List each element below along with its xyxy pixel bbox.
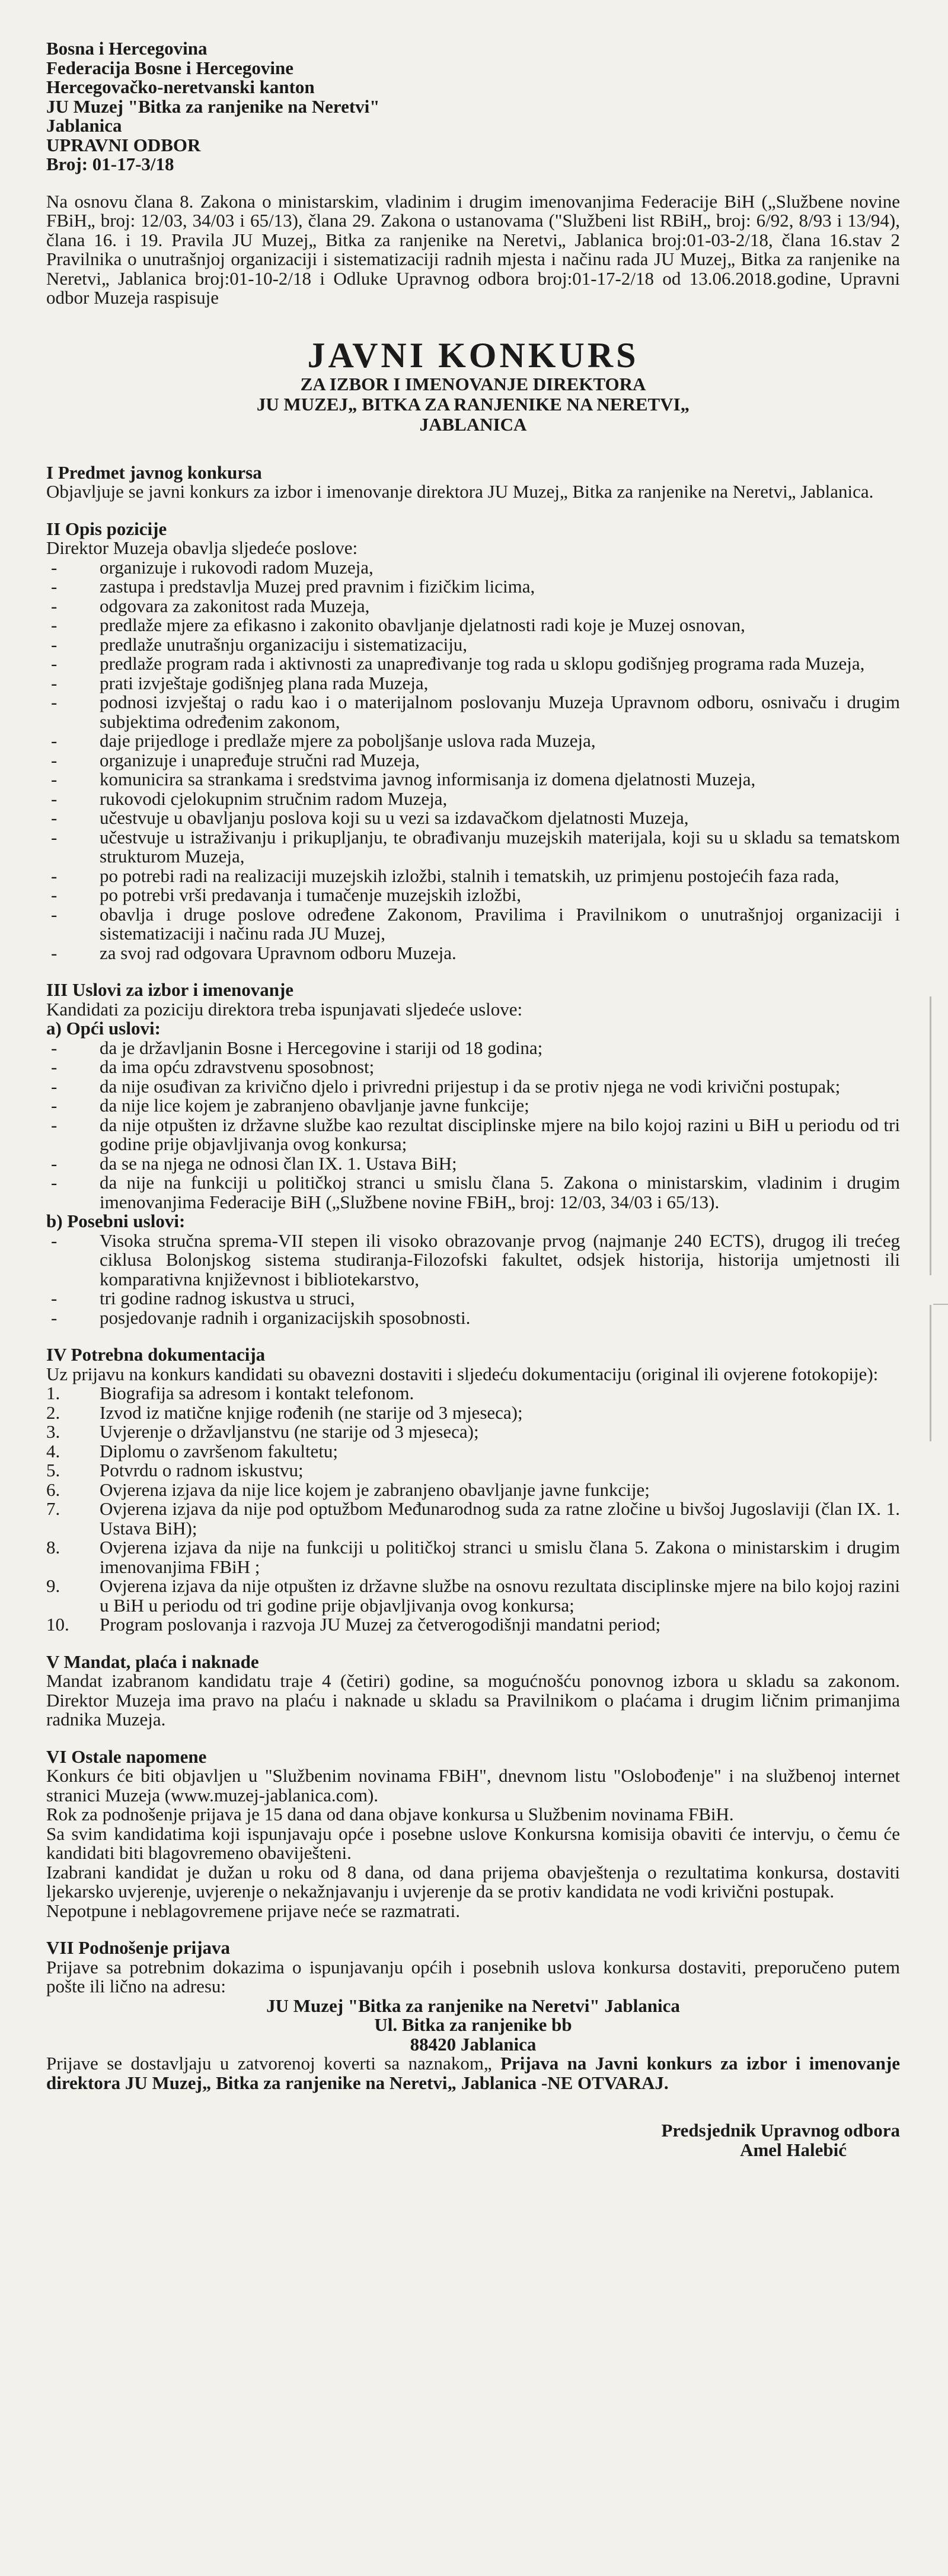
item-number: 2.	[46, 1402, 60, 1423]
item-text: Ovjerena izjava da nije lice kojem je zabranjeno obavljanje javne funkcije;	[100, 1479, 650, 1500]
subtitle-line: JU MUZEJ„ BITKA ZA RANJENIKE NA NERETVI„	[256, 393, 690, 415]
list-item: - predlaže unutrašnju organizaciju i sistematizaciju,	[46, 635, 900, 655]
column-rule	[930, 1305, 931, 1441]
section-text: Prijave sa potrebnim dokazima o ispunjavanju općih i posebnih uslova konkursa dostaviti, preporučeno putem pošte ili lično na adresu:	[46, 1956, 900, 1997]
signature-role: Predsjednik Upravnog odbora	[661, 2120, 900, 2141]
subsection-heading: a) Opći uslovi:	[46, 1018, 161, 1039]
list-item	[46, 1422, 900, 1442]
item-text: Potvrdu o radnom iskustvu;	[100, 1460, 304, 1480]
section-text: Nepotpune i neblagovremene prijave neće se razmatrati.	[46, 1900, 461, 1921]
section-heading: VI Ostale napomene	[46, 1746, 207, 1767]
list-item	[46, 1615, 900, 1635]
list-item: - odgovara za zakonitost rada Muzeja,	[46, 597, 900, 616]
subtitle-line: JABLANICA	[419, 413, 527, 435]
section-lead: Uz prijavu na konkurs kandidati su obavezni dostaviti i sljedeću dokumentaciju (original ili ovjerene fotokopije):	[46, 1363, 879, 1384]
list-item: - organizuje i unapređuje stručni rad Muzeja,	[46, 751, 900, 770]
list-item: - obavlja i druge poslove određene Zakonom, Pravilima i Pravilnikom o unutrašnjoj organizaciji i sistematizaciji i načinu rada JU Muzej,	[46, 905, 900, 944]
list-item: - tri godine radnog iskustva u struci,	[46, 1289, 900, 1308]
section-heading: IV Potrebna dokumentacija	[46, 1344, 266, 1365]
list-item: - učestvuje u obavljanju poslova koji su u vezi sa izdavačkom djelatnosti Muzeja,	[46, 808, 900, 828]
item-text: Biografija sa adresom i kontakt telefonom.	[100, 1383, 414, 1403]
subtitle-line: ZA IZBOR I IMENOVANJE DIREKTORA	[300, 373, 646, 394]
address-line: Ul. Bitka za ranjenike bb	[374, 2014, 572, 2035]
list-item: - prati izvještaje godišnjeg plana rada Muzeja,	[46, 674, 900, 693]
column-rule	[933, 1304, 948, 1305]
list-item: - po potrebi vrši predavanja i tumačenje muzejskih izložbi,	[46, 886, 900, 905]
list-item	[46, 1538, 900, 1577]
list-item: - Visoka stručna sprema-VII stepen ili visoko obrazovanje prvog (najmanje 240 ECTS), drugog ili trećeg ciklusa Bolonjskog sistema studiranja-Filozofski fakultet, odsjek historija, historija umjetnosti ili komparativna književnost i bibliotekarstvo,	[46, 1231, 900, 1289]
list-item: - da nije lice kojem je zabranjeno obavljanje javne funkcije;	[46, 1096, 900, 1116]
item-text: Ovjerena izjava da nije pod optužbom Međunarodnog suda za ratne zločine u bivšoj Jugoslaviji (član IX. 1. Ustava BiH);	[100, 1498, 900, 1539]
item-text: Uvjerenje o državljanstvu (ne starije od 3 mjeseca);	[100, 1421, 479, 1442]
item-number: 3.	[46, 1421, 60, 1442]
list-item	[46, 1461, 900, 1480]
section-heading: V Mandat, plaća i naknade	[46, 1651, 259, 1672]
list-item	[46, 1480, 900, 1500]
list-item	[46, 1403, 900, 1423]
item-text: Ovjerena izjava da nije otpušten iz državne službe na osnovu rezultata disciplinske mjere na bilo kojoj razini u BiH u periodu od tri godine prije objavljivanja ovog konkursa;	[100, 1575, 900, 1616]
header-line: Bosna i Hercegovina	[46, 38, 208, 59]
list-item: - da se na njega ne odnosi član IX. 1. Ustava BiH;	[46, 1154, 900, 1174]
section-heading: III Uslovi za izbor i imenovanje	[46, 979, 294, 1000]
list-item: - daje prijedloge i predlaže mjere za poboljšanje uslova rada Muzeja,	[46, 731, 900, 751]
list-item	[46, 1577, 900, 1615]
section-heading: VII Podnošenje prijava	[46, 1937, 231, 1958]
documents-list	[46, 1384, 900, 1635]
header-line: JU Muzej "Bitka za ranjenike na Neretvi"	[46, 95, 380, 117]
item-text: Diplomu o završenom fakultetu;	[100, 1440, 339, 1461]
envelope-note-lead: Prijave se dostavljaju u zatvorenoj koverti sa naznakom„	[46, 2053, 501, 2074]
list-item: - zastupa i predstavlja Muzej pred pravnim i fizičkim licima,	[46, 577, 900, 597]
list-item: - za svoj rad odgovara Upravnom odboru Muzeja.	[46, 944, 900, 963]
header-line: Jablanica	[46, 115, 122, 136]
list-item: - podnosi izvještaj o radu kao i o materijalnom poslovanju Muzeja Upravnom odboru, osnivaču i drugim subjektima određenim zakonom,	[46, 693, 900, 731]
signature-name: Amel Halebić	[740, 2139, 847, 2160]
item-number: 10.	[46, 1614, 69, 1635]
address-line: JU Muzej "Bitka za ranjenike na Neretvi" Jablanica	[266, 1995, 680, 2016]
item-text: Ovjerena izjava da nije na funkciji u političkoj stranci u smislu člana 5. Zakona o ministarskim i drugim imenovanjima FBiH ;	[100, 1537, 900, 1577]
list-item: - organizuje i rukovodi radom Muzeja,	[46, 558, 900, 578]
item-number: 1.	[46, 1383, 60, 1403]
column-rule	[930, 996, 931, 1275]
list-item: - predlaže mjere za efikasno i zakonito obavljanje djelatnosti radi koje je Muzej osnovan,	[46, 616, 900, 635]
item-number: 5.	[46, 1460, 60, 1480]
list-item: - da nije osuđivan za krivično djelo i privredni prijestup i da se protiv njega ne vodi krivični postupak;	[46, 1077, 900, 1097]
duties-list	[46, 558, 900, 963]
general-conditions-list	[46, 1039, 900, 1212]
list-item: - rukovodi cjelokupnim stručnim radom Muzeja,	[46, 789, 900, 809]
special-conditions-list	[46, 1231, 900, 1328]
item-text: Izvod iz matične knjige rođenih (ne starije od 3 mjeseca);	[100, 1402, 523, 1423]
list-item: - da nije na funkciji u političkoj stranci u smislu člana 5. Zakona o ministarskim, vladinim i drugim imenovanjima Federacije BiH („Službene novine FBiH„ broj: 12/03, 34/03 i 65/13).	[46, 1173, 900, 1212]
header-block	[46, 39, 900, 174]
list-item: - da nije otpušten iz državne službe kao rezultat disciplinske mjere na bilo kojoj razini u BiH u periodu od tri godine prije objavljivanja ovog konkursa;	[46, 1116, 900, 1154]
envelope-note	[46, 2054, 900, 2093]
section-lead: Direktor Muzeja obavlja sljedeće poslove:	[46, 537, 358, 558]
announcement	[46, 39, 900, 2160]
section-text: Izabrani kandidat je dužan u roku od 8 dana, od dana prijema obavještenja o rezultatima konkursa, dostaviti ljekarsko uvjerenje, uvjerenje o nekažnjavanju i uvjerenje da se protiv kandidata ne vodi krivični postupak.	[46, 1861, 900, 1902]
section-heading: I Predmet javnog konkursa	[46, 461, 262, 483]
list-item	[46, 1442, 900, 1461]
section-text: Mandat izabranom kandidatu traje 4 (četiri) godine, sa mogućnošću ponovnog izbora u skladu sa zakonom. Direktor Muzeja ima pravo na plaću i naknade u skladu sa Pravilnikom o plaćama i drugim ličnim primanjima radnika Muzeja.	[46, 1670, 900, 1730]
document-number: Broj: 01-17-3/18	[46, 154, 174, 174]
header-line: Federacija Bosne i Hercegovine	[46, 57, 293, 78]
intro-paragraph: Na osnovu člana 8. Zakona o ministarskim, vladinim i drugim imenovanjima Federacije BiH („Službene novine FBiH„ broj: 12/03, 34/03 i 65/13), člana 29. Zakona o ustanovama ("Službeni list RBiH„ broj: 6/92, 8/93 i 13/94), člana 16. i 19. Pravila JU Muzej„ Bitka za ranjenike na Neretvi„ Jablanica broj:01-03-2/18, člana 16.stav 2 Pravilnika o unutrašnjoj organizaciji i sistematizaciji radnih mjesta i načinu rada JU Muzej„ Bitka za ranjenike na Neretvi„ Jablanica broj:01-10-2/18 i Odluke Upravnog odbora broj:01-17-2/18 od 13.06.2018.godine, Upravni odbor Muzeja raspisuje	[46, 190, 900, 308]
list-item: - da ima opću zdravstvenu sposobnost;	[46, 1058, 900, 1077]
section-text: Konkurs će biti objavljen u "Službenim novinama FBiH", dnevnom listu "Oslobođenje" i na službenoj internet stranici Muzeja (www.muzej-jablanica.com).	[46, 1765, 900, 1806]
list-item	[46, 1384, 900, 1403]
item-number: 8.	[46, 1537, 60, 1558]
section-heading: II Opis pozicije	[46, 518, 167, 539]
list-item: - predlaže program rada i aktivnosti za unapređivanje tog rada u sklopu godišnjeg programa rada Muzeja,	[46, 654, 900, 674]
list-item: - učestvuje u istraživanju i prikupljanju, te obrađivanju muzejskih materijala, koji su u skladu sa tematskom strukturom Muzeja,	[46, 828, 900, 867]
list-item: - posjedovanje radnih i organizacijskih sposobnosti.	[46, 1308, 900, 1328]
item-number: 9.	[46, 1575, 60, 1596]
address-line: 88420 Jablanica	[410, 2033, 537, 2055]
list-item: - po potrebi radi na realizaciji muzejskih izložbi, stalnih i tematskih, uz primjenu postojećih faza rada,	[46, 867, 900, 886]
list-item: - da je državljanin Bosne i Hercegovine i stariji od 18 godina;	[46, 1039, 900, 1058]
item-number: 7.	[46, 1498, 60, 1519]
section-text: Sa svim kandidatima koji ispunjavaju opće i posebne uslove Konkursna komisija obaviti će intervju, o čemu će kandidati biti blagovremeno obaviješteni.	[46, 1823, 900, 1863]
envelope-note-marking: Prijava na Javni konkurs za izbor i imenovanje direktora JU Muzej„ Bitka za ranjenike na Neretvi„ Jablanica -NE OTVARAJ.	[46, 2053, 900, 2093]
subsection-heading: b) Posebni uslovi:	[46, 1211, 186, 1231]
item-number: 6.	[46, 1479, 60, 1500]
section-text: Rok za podnošenje prijava je 15 dana od dana objave konkursa u Službenim novinama FBiH.	[46, 1804, 734, 1824]
list-item	[46, 1499, 900, 1538]
item-text: Program poslovanja i razvoja JU Muzej za četverogodišnji mandatni period;	[100, 1614, 661, 1635]
page-title: JAVNI KONKURS	[307, 335, 639, 375]
section-lead: Kandidati za poziciju direktora treba ispunjavati sljedeće uslove:	[46, 998, 523, 1020]
header-line: Hercegovačko-neretvanski kanton	[46, 77, 315, 97]
item-number: 4.	[46, 1440, 60, 1461]
list-item: - komunicira sa strankama i sredstvima javnog informisanja iz domena djelatnosti Muzeja,	[46, 770, 900, 789]
header-line: UPRAVNI ODBOR	[46, 134, 201, 155]
section-text: Objavljuje se javni konkurs za izbor i imenovanje direktora JU Muzej„ Bitka za ranjenike na Neretvi„ Jablanica.	[46, 481, 874, 502]
